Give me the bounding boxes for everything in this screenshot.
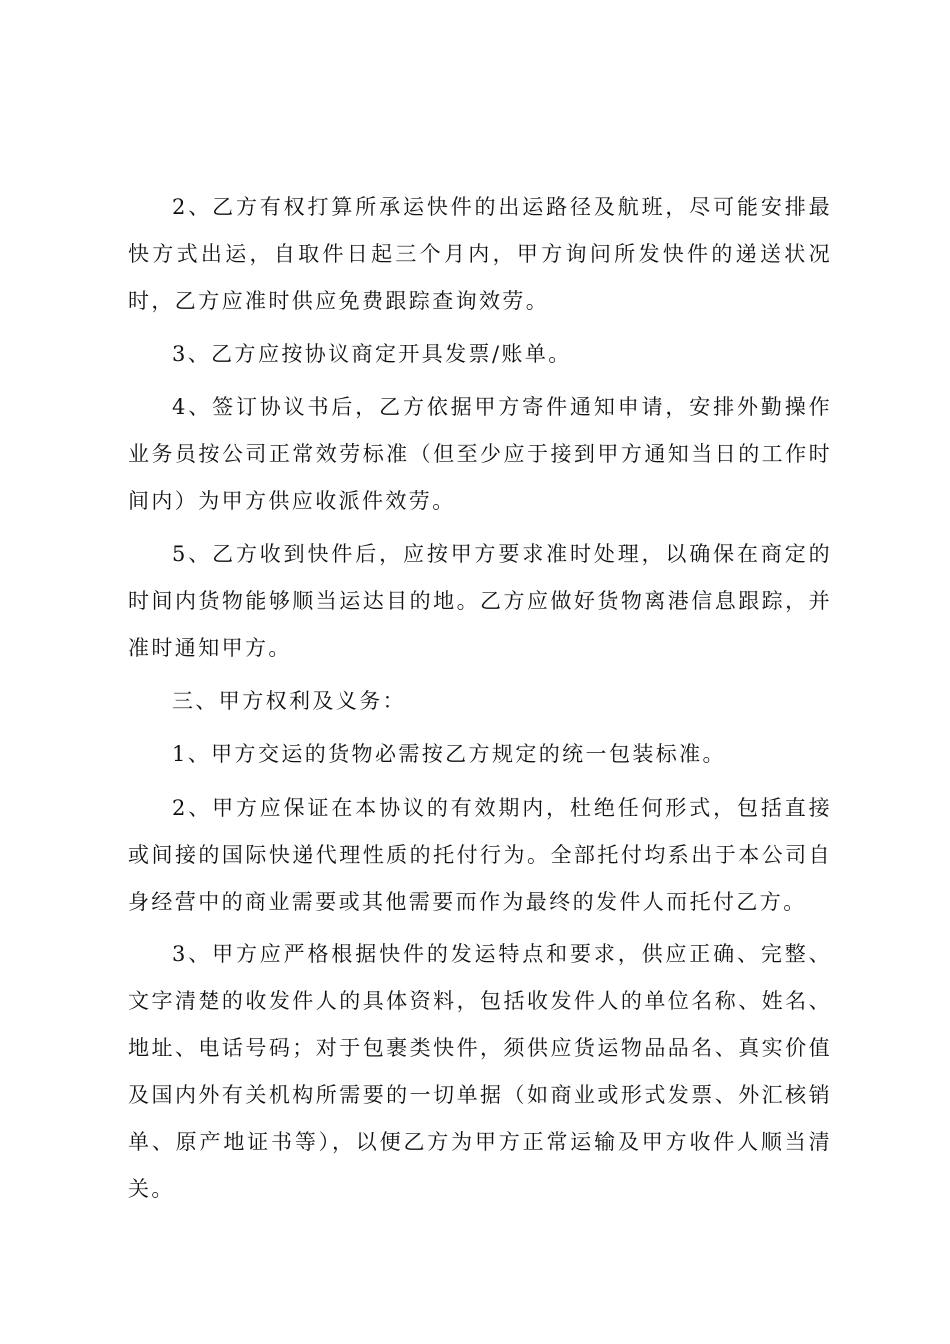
section-heading-party-a-rights: 三、甲方权利及义务： xyxy=(172,689,406,713)
paragraph-party-a-packaging: 1、甲方交运的货物必需按乙方规定的统一包装标准。 xyxy=(172,742,726,766)
paragraph-party-b-pickup-service: 4、签订协议书后，乙方依据甲方寄件通知申请，安排外勤操作业务员按公司正常效劳标准（但至少应于接到甲方通知当日的工作时间内）为甲方供应收派件效劳。 xyxy=(128,395,832,513)
paragraph-party-a-documents: 3、甲方应严格根据快件的发运特点和要求，供应正确、完整、文字清楚的收发件人的具体资料，包括收发件人的单位名称、姓名、地址、电话号码；对于包裹类快件，须供应货运物品品名、真实价值及国内外有关机构所需要的一切单据（如商业或形式发票、外汇核销单、原产地证书等），以便乙方为甲方正常运输及甲方收件人顺当清关。 xyxy=(128,942,832,1201)
paragraph-party-b-routing: 2、乙方有权打算所承运快件的出运路径及航班，尽可能安排最快方式出运，自取件日起三个月内，甲方询问所发快件的递送状况时，乙方应准时供应免费跟踪查询效劳。 xyxy=(128,195,832,313)
paragraph-party-b-handling: 5、乙方收到快件后，应按甲方要求准时处理，以确保在商定的时间内货物能够顺当运达目的地。乙方应做好货物离港信息跟踪，并准时通知甲方。 xyxy=(128,542,832,660)
paragraph-party-b-invoice: 3、乙方应按协议商定开具发票/账单。 xyxy=(172,342,572,366)
paragraph-party-a-guarantee: 2、甲方应保证在本协议的有效期内，杜绝任何形式，包括直接或间接的国际快递代理性质的托付行为。全部托付均系出于本公司自身经营中的商业需要或其他需要而作为最终的发件人而托付乙方。 xyxy=(128,796,832,914)
